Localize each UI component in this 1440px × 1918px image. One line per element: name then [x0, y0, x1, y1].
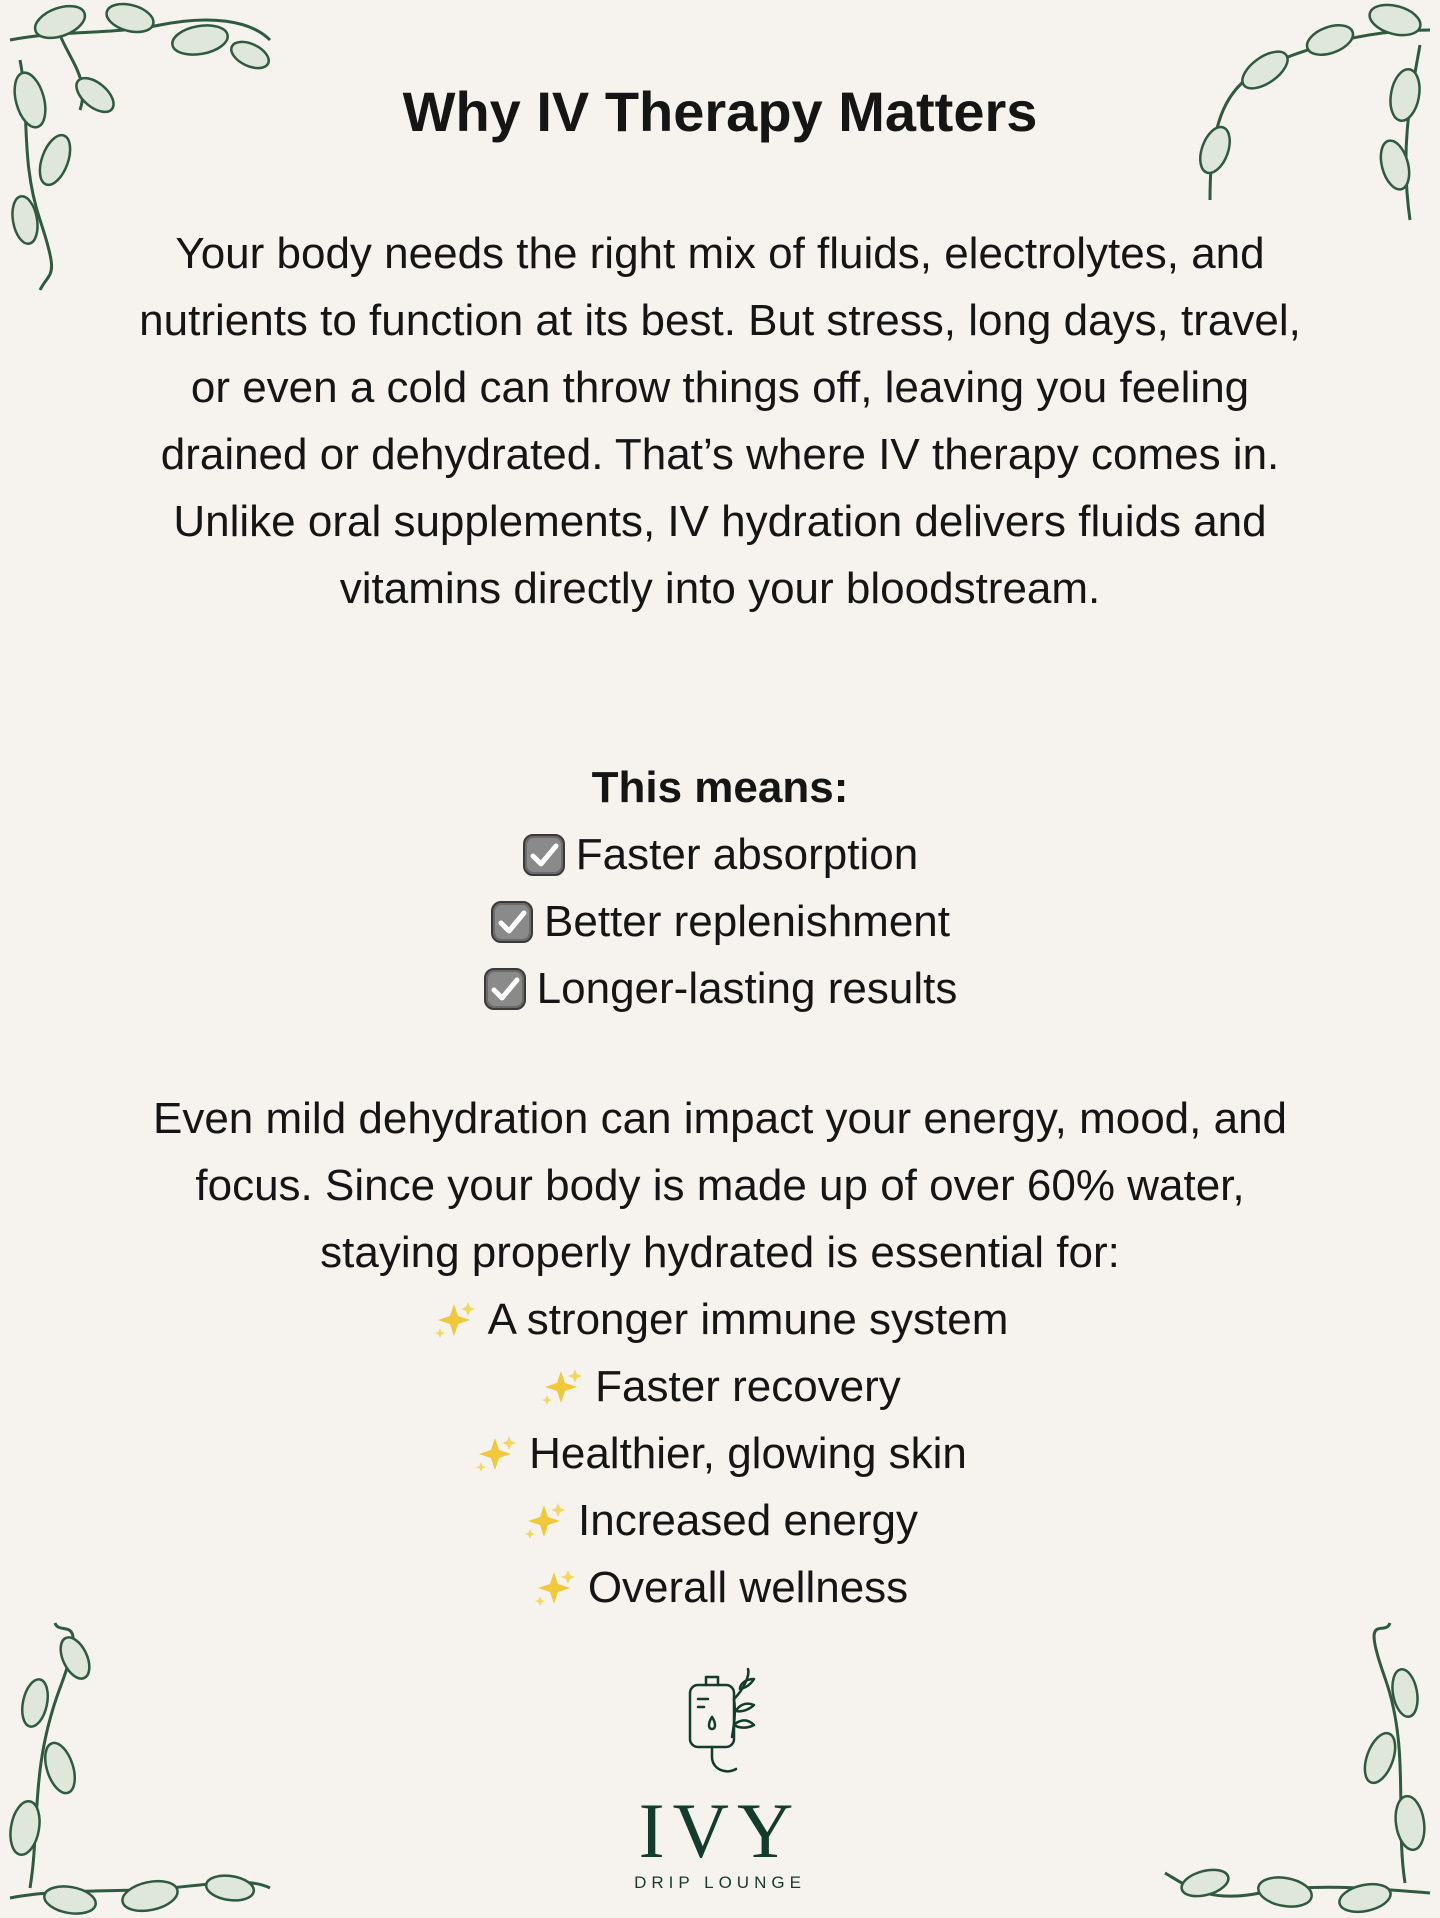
list-item-label: Increased energy — [578, 1496, 918, 1545]
checkbox-checked-icon — [490, 900, 534, 944]
brand-name: IVY — [638, 1787, 802, 1874]
list-item — [0, 1353, 1440, 1420]
list-item-label: Better replenishment — [544, 897, 950, 946]
sparkles-icon — [532, 1566, 576, 1610]
list-item — [0, 1286, 1440, 1353]
brand-logo — [0, 1665, 1440, 1893]
list-item — [0, 888, 1440, 955]
checkbox-checked-icon — [522, 833, 566, 877]
list-item — [0, 955, 1440, 1022]
essentials-list — [0, 1286, 1440, 1621]
page-title: Why IV Therapy Matters — [402, 80, 1038, 143]
sparkles-icon — [432, 1298, 476, 1342]
sparkles-icon — [539, 1365, 583, 1409]
list-item — [0, 821, 1440, 888]
list-item — [0, 1487, 1440, 1554]
benefits-list — [0, 821, 1440, 1022]
list-item-label: Healthier, glowing skin — [529, 1429, 967, 1478]
list-item-label: Overall wellness — [587, 1563, 909, 1612]
list-item-label: A stronger immune system — [487, 1295, 1009, 1344]
list-item — [0, 1554, 1440, 1621]
sparkles-icon — [522, 1499, 566, 1543]
hydration-paragraph: Even mild dehydration can impact your energy, mood, and focus. Since your body is made up of over 60% water, staying properly hydrated is essential for: — [152, 1094, 1288, 1277]
list-item-label: Faster recovery — [595, 1362, 901, 1411]
brand-tagline: DRIP LOUNGE — [634, 1873, 806, 1892]
intro-paragraph: Your body needs the right mix of fluids, electrolytes, and nutrients to function at its best. But stress, long days, travel, or even a cold can throw things off, leaving you feeling drained or dehydrated. That’s where IV therapy comes in. Unlike oral supplements, IV hydration delivers fluids and vitamins directly into your bloodstream. — [139, 229, 1301, 613]
list-item — [0, 1420, 1440, 1487]
list-item-label: Longer-lasting results — [536, 964, 958, 1013]
benefits-heading: This means: — [591, 763, 849, 812]
sparkles-icon — [473, 1432, 517, 1476]
list-item-label: Faster absorption — [575, 830, 919, 879]
iv-bag-leaf-icon — [670, 1665, 770, 1785]
checkbox-checked-icon — [483, 967, 527, 1011]
